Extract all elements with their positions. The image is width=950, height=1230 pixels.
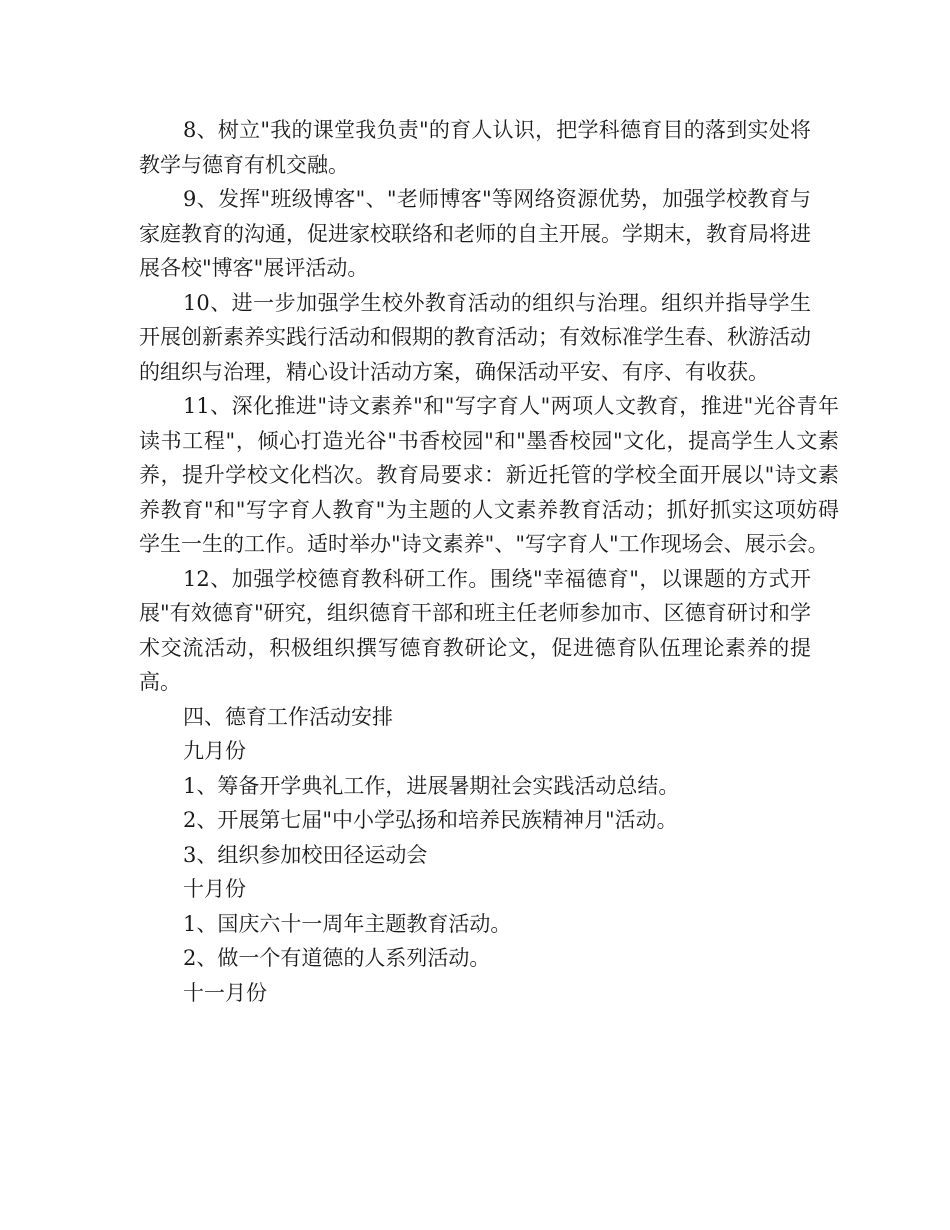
list-item: 2、做一个有道德的人系列活动。	[183, 946, 491, 970]
paragraph-item-9: 9、发挥"班级博客"、"老师博客"等网络资源优势，加强学校教育与家庭教育的沟通，促进家校联络和老师的自主开展。学期末，教育局将进展各校"博客"展评活动。	[139, 187, 811, 280]
paragraph-item-8: 8、树立"我的课堂我负责"的育人认识，把学科德育目的落到实处将教学与德育有机交融。	[139, 118, 811, 177]
document-body	[139, 113, 839, 1010]
list-item: 1、筹备开学典礼工作，进展暑期社会实践活动总结。	[183, 773, 680, 798]
section-heading: 四、德育工作活动安排	[183, 704, 393, 729]
list-item: 2、开展第七届"中小学弘扬和培养民族精神月"活动。	[183, 808, 678, 832]
paragraph-item-10: 10、进一步加强学生校外教育活动的组织与治理。组织并指导学生开展创新素养实践行活动和假期的教育活动；有效标准学生春、秋游活动的组织与治理，精心设计活动方案，确保活动平安、有序、有收获。	[139, 290, 811, 384]
paragraph-item-11: 11、深化推进"诗文素养"和"写字育人"两项人文教育，推进"光谷青年读书工程"，倾心打造光谷"书香校园"和"墨香校园"文化，提高学生人文素养，提升学校文化档次。教育局要求：新近托管的学校全面开展以"诗文素养教育"和"写字育人教育"为主题的人文素养教育活动；抓好抓实这项妨碍学生一生的工作。适时举办"诗文素养"、"写字育人"工作现场会、展示会。	[139, 394, 839, 556]
paragraph-item-12: 12、加强学校德育教科研工作。围绕"幸福德育"，以课题的方式开展"有效德育"研究，组织德育干部和班主任老师参加市、区德育研讨和学术交流活动，积极组织撰写德育教研论文，促进德育队伍理论素养的提高。	[139, 566, 811, 694]
month-heading-september: 九月份	[183, 739, 246, 763]
list-item: 1、国庆六十一周年主题教育活动。	[183, 911, 512, 936]
list-item: 3、组织参加校田径运动会	[183, 842, 428, 867]
month-heading-october: 十月份	[183, 877, 246, 901]
month-heading-november: 十一月份	[183, 980, 267, 1005]
